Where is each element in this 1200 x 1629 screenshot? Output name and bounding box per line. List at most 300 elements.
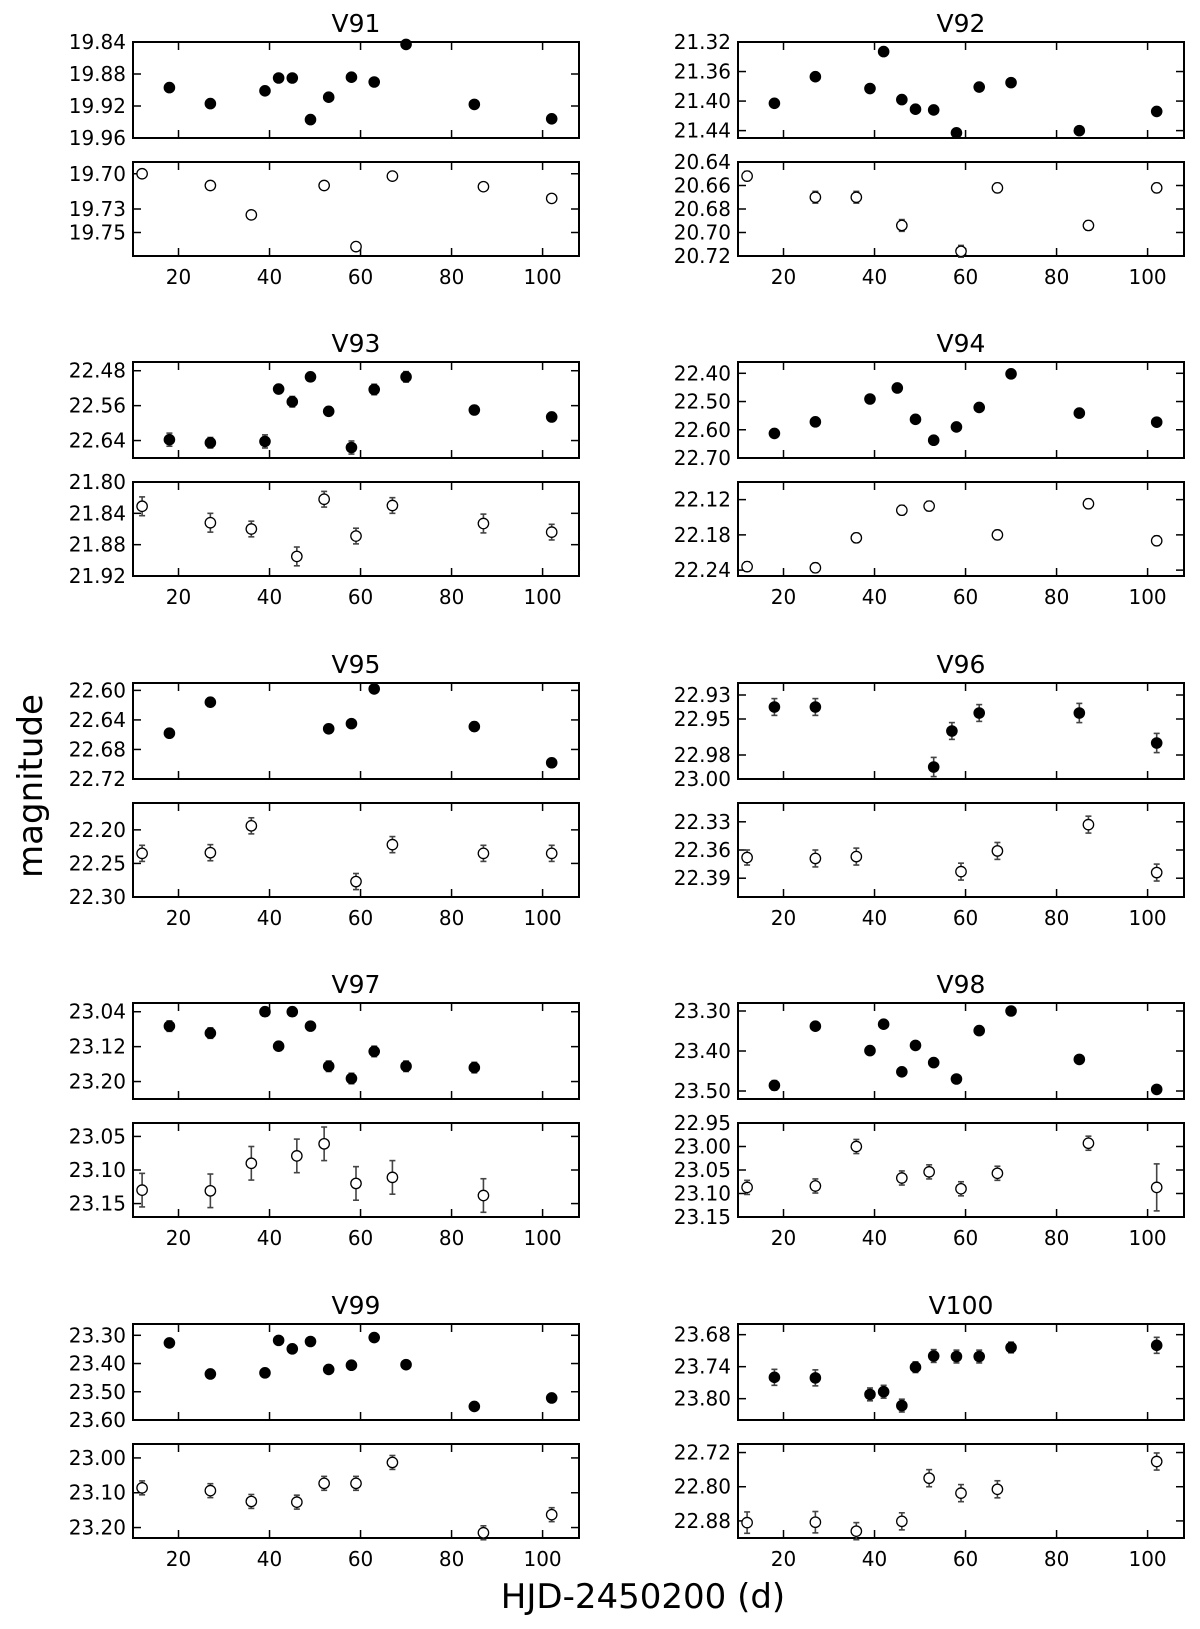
data-point-2-upper-5 — [305, 372, 315, 382]
panel-title-v97: V97 — [331, 970, 381, 999]
panel-title-v96: V96 — [936, 650, 986, 679]
data-point-6-upper-6 — [323, 1061, 333, 1071]
y-tick-label-2-lower-1: 21.84 — [68, 501, 126, 526]
data-point-2-lower-1 — [205, 518, 215, 528]
y-tick-label-4-upper-0: 22.60 — [68, 678, 126, 703]
x-tick-label-6-lower-4: 100 — [523, 1226, 562, 1250]
data-point-6-upper-3 — [273, 1041, 283, 1051]
data-point-4-lower-4 — [387, 839, 397, 849]
x-tick-label-3-lower-3: 80 — [1043, 585, 1070, 609]
data-point-4-lower-1 — [205, 847, 215, 857]
data-point-7-upper-3 — [878, 1019, 888, 1029]
x-tick-label-0-lower-3: 80 — [438, 265, 465, 289]
data-point-1-upper-6 — [928, 105, 938, 115]
x-tick-label-5-lower-2: 60 — [952, 906, 979, 930]
data-point-4-upper-5 — [469, 721, 479, 731]
y-tick-label-3-upper-3: 22.70 — [673, 446, 731, 470]
x-tick-label-5-lower-3: 80 — [1043, 906, 1070, 930]
data-point-3-upper-3 — [892, 383, 902, 393]
y-tick-label-1-upper-3: 21.44 — [673, 118, 731, 143]
plot-frame-5-upper — [738, 683, 1184, 779]
data-point-8-upper-11 — [546, 1393, 556, 1403]
data-point-6-lower-5 — [351, 1178, 361, 1188]
data-point-0-upper-4 — [287, 73, 297, 83]
y-tick-label-9-lower-0: 22.72 — [673, 1440, 731, 1465]
data-point-3-lower-1 — [810, 563, 820, 573]
data-point-6-upper-10 — [469, 1062, 479, 1072]
x-tick-label-6-lower-3: 80 — [438, 1226, 465, 1250]
data-point-8-upper-10 — [469, 1401, 479, 1411]
x-tick-label-0-lower-0: 20 — [165, 265, 192, 289]
x-tick-label-4-lower-4: 100 — [523, 906, 562, 930]
panel-title-v98: V98 — [936, 970, 986, 999]
plot-frame-3-lower — [738, 482, 1184, 576]
data-point-5-lower-2 — [851, 851, 861, 861]
data-point-1-upper-0 — [769, 98, 779, 108]
data-point-1-lower-6 — [1083, 220, 1093, 230]
data-point-8-upper-7 — [346, 1360, 356, 1370]
panel-v94 — [674, 329, 1184, 609]
panel-v92 — [674, 9, 1184, 289]
data-point-2-lower-2 — [246, 524, 256, 534]
data-point-1-upper-10 — [1074, 125, 1084, 135]
panel-title-v91: V91 — [331, 9, 381, 38]
y-tick-label-9-upper-1: 23.74 — [673, 1354, 731, 1379]
data-point-0-upper-2 — [260, 86, 270, 96]
plot-frame-2-upper — [133, 362, 579, 458]
data-point-7-lower-0 — [742, 1182, 752, 1192]
data-point-6-upper-8 — [369, 1046, 379, 1056]
x-tick-label-3-lower-0: 20 — [770, 585, 797, 609]
panel-title-v93: V93 — [331, 329, 381, 358]
panel-v100 — [674, 1291, 1184, 1571]
data-point-8-upper-3 — [273, 1335, 283, 1345]
data-point-6-upper-5 — [305, 1021, 315, 1031]
y-tick-label-5-lower-2: 22.39 — [673, 866, 731, 891]
plot-frame-8-upper — [133, 1324, 579, 1420]
data-point-8-upper-0 — [164, 1338, 174, 1348]
y-tick-label-0-upper-1: 19.88 — [68, 62, 126, 86]
data-point-1-upper-2 — [865, 83, 875, 93]
data-point-7-lower-5 — [956, 1184, 966, 1194]
y-tick-label-7-upper-2: 23.50 — [673, 1079, 731, 1103]
y-tick-label-2-lower-0: 21.80 — [68, 470, 126, 494]
plot-frame-1-upper — [738, 42, 1184, 138]
data-point-0-lower-6 — [478, 181, 488, 191]
data-point-4-lower-3 — [351, 876, 361, 886]
y-tick-label-8-upper-3: 23.60 — [68, 1408, 126, 1432]
data-point-1-lower-0 — [742, 171, 752, 181]
data-point-7-upper-0 — [769, 1080, 779, 1090]
data-point-3-lower-7 — [1151, 536, 1161, 546]
x-tick-label-3-lower-2: 60 — [952, 585, 979, 609]
y-tick-label-0-lower-2: 19.75 — [68, 220, 126, 245]
y-tick-label-3-upper-1: 22.50 — [673, 389, 731, 414]
plot-frame-7-lower — [738, 1123, 1184, 1217]
data-point-7-upper-8 — [974, 1025, 984, 1035]
x-tick-label-5-lower-4: 100 — [1128, 906, 1167, 930]
data-point-7-lower-6 — [992, 1168, 1002, 1178]
y-tick-label-8-lower-2: 23.20 — [68, 1515, 126, 1540]
plot-frame-5-lower — [738, 803, 1184, 897]
y-tick-label-3-upper-0: 22.40 — [673, 361, 731, 386]
y-tick-label-2-upper-0: 22.48 — [68, 358, 126, 383]
y-tick-label-5-upper-3: 23.00 — [673, 767, 731, 791]
data-point-5-upper-5 — [1074, 708, 1084, 718]
data-point-4-upper-4 — [369, 684, 379, 694]
data-point-0-upper-5 — [305, 114, 315, 124]
data-point-7-upper-7 — [951, 1074, 961, 1084]
data-point-9-upper-0 — [769, 1372, 779, 1382]
data-point-1-upper-8 — [974, 82, 984, 92]
y-tick-label-8-upper-0: 23.30 — [68, 1323, 126, 1348]
y-tick-label-2-upper-2: 22.64 — [68, 428, 126, 453]
data-point-6-upper-2 — [260, 1007, 270, 1017]
y-tick-label-6-upper-2: 23.20 — [68, 1069, 126, 1094]
data-point-6-lower-6 — [387, 1172, 397, 1182]
x-tick-label-8-lower-0: 20 — [165, 1547, 192, 1571]
data-point-0-upper-0 — [164, 82, 174, 92]
data-point-3-upper-10 — [1151, 417, 1161, 427]
data-point-9-upper-9 — [1006, 1342, 1016, 1352]
y-tick-label-4-upper-2: 22.68 — [68, 737, 126, 762]
data-point-6-lower-2 — [246, 1158, 256, 1168]
data-point-4-upper-6 — [546, 758, 556, 768]
data-point-2-upper-2 — [260, 436, 270, 446]
x-tick-label-5-lower-0: 20 — [770, 906, 797, 930]
data-point-3-lower-0 — [742, 561, 752, 571]
data-point-4-upper-0 — [164, 728, 174, 738]
data-point-5-lower-6 — [1151, 867, 1161, 877]
data-point-3-upper-4 — [910, 414, 920, 424]
data-point-8-lower-6 — [387, 1457, 397, 1467]
panel-title-v94: V94 — [936, 329, 986, 358]
x-tick-label-8-lower-4: 100 — [523, 1547, 562, 1571]
data-point-8-lower-8 — [546, 1509, 556, 1519]
data-point-9-upper-8 — [974, 1351, 984, 1361]
data-point-4-upper-1 — [205, 697, 215, 707]
x-tick-label-0-lower-2: 60 — [347, 265, 374, 289]
data-point-9-upper-5 — [910, 1362, 920, 1372]
y-tick-label-1-upper-2: 21.40 — [673, 89, 731, 114]
x-tick-label-2-lower-1: 40 — [256, 585, 283, 609]
data-point-8-upper-5 — [305, 1336, 315, 1346]
y-tick-label-4-upper-1: 22.64 — [68, 707, 126, 732]
y-tick-label-8-upper-1: 23.40 — [68, 1351, 126, 1376]
y-tick-label-1-upper-1: 21.36 — [673, 59, 731, 84]
data-point-0-upper-10 — [469, 99, 479, 109]
plot-frame-7-upper — [738, 1003, 1184, 1099]
y-tick-label-6-lower-1: 23.10 — [68, 1158, 126, 1182]
y-tick-label-7-lower-1: 23.00 — [673, 1134, 731, 1159]
data-point-0-upper-7 — [346, 72, 356, 82]
y-tick-label-5-upper-0: 22.93 — [673, 683, 731, 707]
data-point-8-lower-1 — [205, 1485, 215, 1495]
data-point-8-lower-0 — [137, 1483, 147, 1493]
data-point-5-upper-1 — [810, 702, 820, 712]
data-point-1-upper-11 — [1151, 106, 1161, 116]
y-tick-label-2-lower-3: 21.92 — [68, 564, 126, 588]
x-tick-label-9-lower-0: 20 — [770, 1547, 797, 1571]
x-tick-label-0-lower-1: 40 — [256, 265, 283, 289]
data-point-3-lower-5 — [992, 530, 1002, 540]
plot-frame-1-lower — [738, 162, 1184, 256]
data-point-0-lower-3 — [319, 180, 329, 190]
panel-v95 — [69, 650, 579, 930]
data-point-2-lower-6 — [387, 500, 397, 510]
x-tick-label-7-lower-4: 100 — [1128, 1226, 1167, 1250]
y-tick-label-7-lower-3: 23.10 — [673, 1181, 731, 1206]
data-point-7-upper-4 — [897, 1067, 907, 1077]
data-point-7-lower-1 — [810, 1181, 820, 1191]
data-point-4-lower-5 — [478, 848, 488, 858]
data-point-2-upper-9 — [401, 372, 411, 382]
data-point-2-lower-4 — [319, 494, 329, 504]
data-point-0-upper-1 — [205, 98, 215, 108]
data-point-4-lower-2 — [246, 821, 256, 831]
x-tick-label-4-lower-2: 60 — [347, 906, 374, 930]
data-point-9-lower-1 — [810, 1517, 820, 1527]
panel-v91 — [69, 9, 579, 289]
y-axis-label: magnitude — [11, 694, 51, 878]
x-tick-label-2-lower-0: 20 — [165, 585, 192, 609]
panels-layer — [69, 9, 1184, 1571]
data-point-9-lower-6 — [992, 1484, 1002, 1494]
y-tick-label-3-lower-0: 22.12 — [673, 487, 731, 512]
data-point-9-upper-3 — [878, 1387, 888, 1397]
y-tick-label-1-lower-0: 20.64 — [673, 150, 731, 174]
data-point-8-lower-7 — [478, 1528, 488, 1538]
data-point-7-lower-8 — [1151, 1182, 1161, 1192]
x-tick-label-1-lower-0: 20 — [770, 265, 797, 289]
data-point-2-lower-3 — [292, 551, 302, 561]
data-point-2-lower-5 — [351, 531, 361, 541]
data-point-5-upper-2 — [928, 762, 938, 772]
data-point-0-upper-3 — [273, 73, 283, 83]
panel-title-v95: V95 — [331, 650, 381, 679]
data-point-1-upper-3 — [878, 46, 888, 56]
data-point-0-upper-11 — [546, 114, 556, 124]
data-point-1-lower-4 — [956, 246, 966, 256]
x-tick-label-6-lower-2: 60 — [347, 1226, 374, 1250]
data-point-9-lower-7 — [1151, 1456, 1161, 1466]
x-tick-label-4-lower-3: 80 — [438, 906, 465, 930]
data-point-3-upper-5 — [928, 435, 938, 445]
data-point-6-lower-4 — [319, 1139, 329, 1149]
y-tick-label-1-upper-0: 21.32 — [673, 30, 731, 54]
x-tick-label-6-lower-0: 20 — [165, 1226, 192, 1250]
y-tick-label-0-lower-0: 19.70 — [68, 161, 126, 186]
data-point-1-upper-4 — [897, 94, 907, 104]
data-point-8-upper-4 — [287, 1344, 297, 1354]
y-tick-label-8-lower-0: 23.00 — [68, 1445, 126, 1470]
data-point-7-upper-11 — [1151, 1084, 1161, 1094]
data-point-0-upper-9 — [401, 39, 411, 49]
data-point-3-upper-9 — [1074, 408, 1084, 418]
data-point-8-lower-3 — [292, 1497, 302, 1507]
y-tick-label-1-lower-2: 20.68 — [673, 197, 731, 221]
y-tick-label-2-upper-1: 22.56 — [68, 393, 126, 418]
data-point-2-lower-0 — [137, 501, 147, 511]
x-tick-label-7-lower-0: 20 — [770, 1226, 797, 1250]
data-point-3-upper-8 — [1006, 369, 1016, 379]
data-point-4-lower-6 — [546, 848, 556, 858]
data-point-0-lower-4 — [351, 241, 361, 251]
data-point-9-upper-1 — [810, 1373, 820, 1383]
data-point-8-upper-8 — [369, 1332, 379, 1342]
data-point-7-lower-4 — [924, 1167, 934, 1177]
plot-frame-6-upper — [133, 1003, 579, 1099]
data-point-6-upper-0 — [164, 1021, 174, 1031]
y-tick-label-9-lower-1: 22.80 — [673, 1474, 731, 1499]
data-point-5-lower-3 — [956, 866, 966, 876]
y-tick-label-9-upper-0: 23.68 — [673, 1322, 731, 1347]
data-point-4-lower-0 — [137, 848, 147, 858]
data-point-2-upper-3 — [273, 384, 283, 394]
data-point-5-lower-1 — [810, 853, 820, 863]
data-point-8-lower-2 — [246, 1496, 256, 1506]
data-point-6-lower-3 — [292, 1151, 302, 1161]
data-point-6-upper-1 — [205, 1028, 215, 1038]
y-tick-label-3-lower-2: 22.24 — [673, 558, 731, 583]
data-point-3-upper-1 — [810, 417, 820, 427]
y-tick-label-9-upper-2: 23.80 — [673, 1386, 731, 1411]
y-tick-label-6-upper-0: 23.04 — [68, 999, 126, 1024]
data-point-6-lower-7 — [478, 1190, 488, 1200]
panel-title-v99: V99 — [331, 1291, 381, 1320]
data-point-3-upper-2 — [865, 394, 875, 404]
data-point-5-upper-3 — [947, 726, 957, 736]
data-point-5-lower-4 — [992, 846, 1002, 856]
data-point-1-upper-7 — [951, 128, 961, 138]
data-point-2-upper-7 — [346, 442, 356, 452]
plot-frame-0-upper — [133, 42, 579, 138]
data-point-9-upper-7 — [951, 1351, 961, 1361]
x-tick-label-2-lower-3: 80 — [438, 585, 465, 609]
data-point-1-upper-9 — [1006, 77, 1016, 87]
x-tick-label-9-lower-2: 60 — [952, 1547, 979, 1571]
data-point-9-upper-4 — [897, 1400, 907, 1410]
data-point-9-upper-2 — [865, 1389, 875, 1399]
data-point-1-upper-5 — [910, 104, 920, 114]
y-tick-label-4-lower-0: 22.20 — [68, 817, 126, 842]
data-point-5-lower-0 — [742, 852, 752, 862]
data-point-5-upper-4 — [974, 708, 984, 718]
y-tick-label-4-lower-2: 22.30 — [68, 885, 126, 909]
data-point-7-upper-5 — [910, 1040, 920, 1050]
panel-v97 — [69, 970, 579, 1250]
x-tick-label-9-lower-3: 80 — [1043, 1547, 1070, 1571]
data-point-5-lower-5 — [1083, 819, 1093, 829]
data-point-6-upper-7 — [346, 1073, 356, 1083]
data-point-8-upper-1 — [205, 1369, 215, 1379]
data-point-7-upper-9 — [1006, 1006, 1016, 1016]
data-point-1-lower-2 — [851, 192, 861, 202]
y-tick-label-0-upper-3: 19.96 — [68, 126, 126, 150]
data-point-8-lower-4 — [319, 1478, 329, 1488]
x-tick-label-6-lower-1: 40 — [256, 1226, 283, 1250]
data-point-5-upper-6 — [1151, 738, 1161, 748]
x-tick-label-9-lower-1: 40 — [861, 1547, 888, 1571]
data-point-2-upper-10 — [469, 405, 479, 415]
data-point-1-lower-3 — [897, 220, 907, 230]
x-tick-label-1-lower-1: 40 — [861, 265, 888, 289]
data-point-1-lower-5 — [992, 183, 1002, 193]
data-point-2-upper-1 — [205, 438, 215, 448]
data-point-2-upper-0 — [164, 434, 174, 444]
data-point-9-lower-0 — [742, 1517, 752, 1527]
y-tick-label-6-lower-2: 23.15 — [68, 1191, 126, 1216]
y-tick-label-4-lower-1: 22.25 — [68, 851, 126, 876]
data-point-0-lower-7 — [546, 193, 556, 203]
data-point-1-lower-1 — [810, 192, 820, 202]
data-point-4-upper-2 — [323, 724, 333, 734]
data-point-2-upper-11 — [546, 412, 556, 422]
data-point-5-upper-0 — [769, 702, 779, 712]
x-tick-label-5-lower-1: 40 — [861, 906, 888, 930]
data-point-0-upper-8 — [369, 77, 379, 87]
x-tick-label-1-lower-3: 80 — [1043, 265, 1070, 289]
y-tick-label-0-upper-2: 19.92 — [68, 94, 126, 118]
y-tick-label-6-lower-0: 23.05 — [68, 1124, 126, 1149]
y-tick-label-6-upper-1: 23.12 — [68, 1034, 126, 1059]
data-point-8-lower-5 — [351, 1478, 361, 1488]
data-point-9-upper-10 — [1151, 1340, 1161, 1350]
data-point-0-lower-2 — [246, 210, 256, 220]
y-tick-label-8-upper-2: 23.50 — [68, 1379, 126, 1404]
y-tick-label-7-upper-0: 23.30 — [673, 999, 731, 1023]
data-point-3-upper-6 — [951, 422, 961, 432]
data-point-0-lower-0 — [137, 169, 147, 179]
plot-frame-9-upper — [738, 1324, 1184, 1420]
data-point-3-lower-2 — [851, 533, 861, 543]
data-point-9-lower-4 — [924, 1473, 934, 1483]
data-point-7-lower-3 — [897, 1173, 907, 1183]
y-tick-label-1-lower-1: 20.66 — [673, 173, 731, 198]
y-tick-label-1-lower-3: 20.70 — [673, 220, 731, 245]
y-tick-label-3-lower-1: 22.18 — [673, 522, 731, 547]
data-point-7-lower-7 — [1083, 1138, 1093, 1148]
x-tick-label-3-lower-4: 100 — [1128, 585, 1167, 609]
data-point-1-lower-7 — [1151, 183, 1161, 193]
data-point-3-upper-0 — [769, 428, 779, 438]
y-tick-label-1-lower-4: 20.72 — [673, 244, 731, 268]
data-point-6-upper-9 — [401, 1061, 411, 1071]
x-tick-label-7-lower-1: 40 — [861, 1226, 888, 1250]
plot-frame-4-upper — [133, 683, 579, 779]
x-tick-label-2-lower-4: 100 — [523, 585, 562, 609]
x-axis-label: HJD-2450200 (d) — [500, 1577, 786, 1617]
data-point-3-upper-7 — [974, 402, 984, 412]
data-point-9-lower-2 — [851, 1526, 861, 1536]
y-tick-label-8-lower-1: 23.10 — [68, 1480, 126, 1505]
data-point-3-lower-6 — [1083, 499, 1093, 509]
y-tick-label-7-upper-1: 23.40 — [673, 1039, 731, 1063]
data-point-8-upper-9 — [401, 1359, 411, 1369]
panel-v93 — [69, 329, 579, 609]
y-tick-label-7-lower-2: 23.05 — [673, 1158, 731, 1182]
y-tick-label-0-upper-0: 19.84 — [68, 30, 126, 54]
data-point-2-upper-4 — [287, 397, 297, 407]
data-point-9-upper-6 — [928, 1351, 938, 1361]
x-tick-label-8-lower-3: 80 — [438, 1547, 465, 1571]
panel-v99 — [69, 1291, 579, 1571]
data-point-7-upper-1 — [810, 1021, 820, 1031]
data-point-4-upper-3 — [346, 718, 356, 728]
data-point-7-lower-2 — [851, 1141, 861, 1151]
panel-title-v92: V92 — [936, 9, 986, 38]
y-tick-label-5-lower-1: 22.36 — [673, 838, 731, 862]
